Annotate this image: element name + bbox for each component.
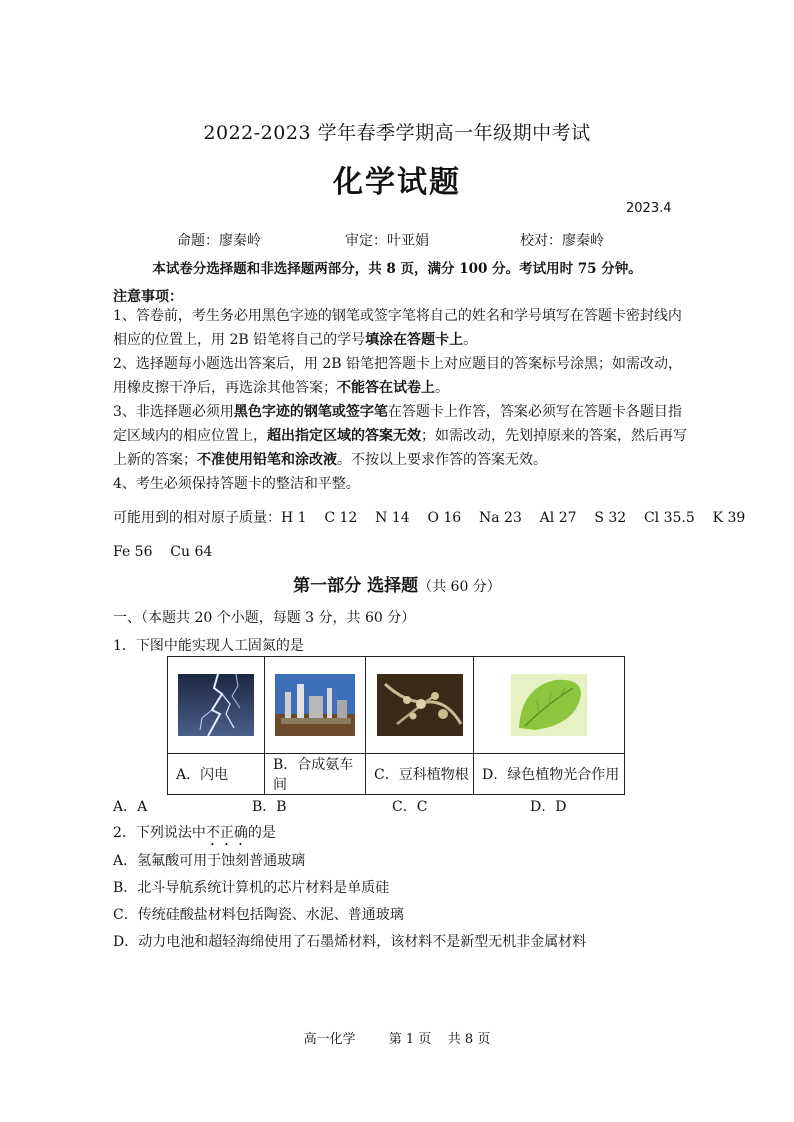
q1-options-table <box>167 656 625 795</box>
q2-option-c: C．传统硅酸盐材料包括陶瓷、水泥、普通玻璃 <box>113 907 404 923</box>
q1-stem: 1．下图中能实现人工固氮的是 <box>113 638 304 654</box>
q1-image-cell-c <box>366 657 474 754</box>
exam-date: 2023.4 <box>626 201 672 216</box>
legume-root-photo <box>377 674 463 736</box>
q2-option-a: A．氢氟酸可用于蚀刻普通玻璃 <box>113 853 306 869</box>
atomic-masses-line-1: 可能用到的相对原子质量：H 1 C 12 N 14 O 16 Na 23 Al 27 S 32 Cl 35.5 K 39 <box>113 510 746 526</box>
section-title: 第一部分 选择题（共 60 分） <box>293 576 501 596</box>
q1-label-a: A．闪电 <box>168 754 265 795</box>
q2-option-d: D．动力电池和超轻海绵使用了石墨烯材料，该材料不是新型无机非金属材料 <box>113 934 587 950</box>
atomic-masses-line-2: Fe 56 Cu 64 <box>113 544 213 560</box>
q1-choice-a: A．A <box>113 799 148 815</box>
q1-choice-b: B．B <box>252 799 287 815</box>
exam-title: 2022-2023 学年春季学期高一年级期中考试 <box>203 122 591 144</box>
section-subtitle: 一、（本题共 20 个小题，每题 3 分，共 60 分） <box>113 610 416 626</box>
proofreader-credit: 校对：廖秦岭 <box>520 233 604 249</box>
author-credit: 命题：廖秦岭 <box>177 233 261 249</box>
notice-item-4: 4、考生必须保持答题卡的整洁和平整。 <box>113 476 360 492</box>
green-leaf-photo <box>511 674 587 736</box>
notice-heading: 注意事项： <box>113 289 183 305</box>
notice-item-2: 2、选择题每小题选出答案后，用 2B 铅笔把答题卡上对应题目的答案标号涂黑；如需改动，用橡皮擦干净后，再选涂其他答案；不能答在试卷上。 <box>113 356 683 396</box>
notice-item-3: 3、非选择题必须用黑色字迹的钢笔或签字笔在答题卡上作答，答案必须写在答题卡各题目指定区域内的相应位置上，超出指定区域的答案无效；如需改动，先划掉原来的答案，然后再写上新的答案；不准使用铅笔和涂改液。不按以上要求作答的答案无效。 <box>113 404 687 468</box>
q1-image-cell-d <box>474 657 625 754</box>
q1-label-b: B．合成氨车间 <box>265 754 366 795</box>
notice-item-1: 1、答卷前，考生务必用黑色字迹的钢笔或签字笔将自己的姓名和学号填写在答题卡密封线内相应的位置上，用 2B 铅笔将自己的学号填涂在答题卡上。 <box>113 308 682 348</box>
q2-stem: 2．下列说法中不正确的是 <box>113 825 276 841</box>
page-footer: 高一化学 第 1 页 共 8 页 <box>303 1032 491 1047</box>
subject-title: 化学试题 <box>333 165 461 200</box>
factory-photo <box>275 674 355 736</box>
reviewer-credit: 审定：叶亚娟 <box>345 233 429 249</box>
q1-label-d: D．绿色植物光合作用 <box>474 754 625 795</box>
q1-choice-c: C．C <box>392 799 428 815</box>
q1-image-cell-a <box>168 657 265 754</box>
q1-choice-d: D．D <box>530 799 567 815</box>
q1-image-cell-b <box>265 657 366 754</box>
exam-intro: 本试卷分选择题和非选择题两部分，共 8 页，满分 100 分。考试用时 75 分钟。 <box>152 261 642 277</box>
lightning-photo <box>178 674 254 736</box>
q2-option-b: B．北斗导航系统计算机的芯片材料是单质硅 <box>113 880 390 896</box>
q1-label-c: C．豆科植物根 <box>366 754 474 795</box>
